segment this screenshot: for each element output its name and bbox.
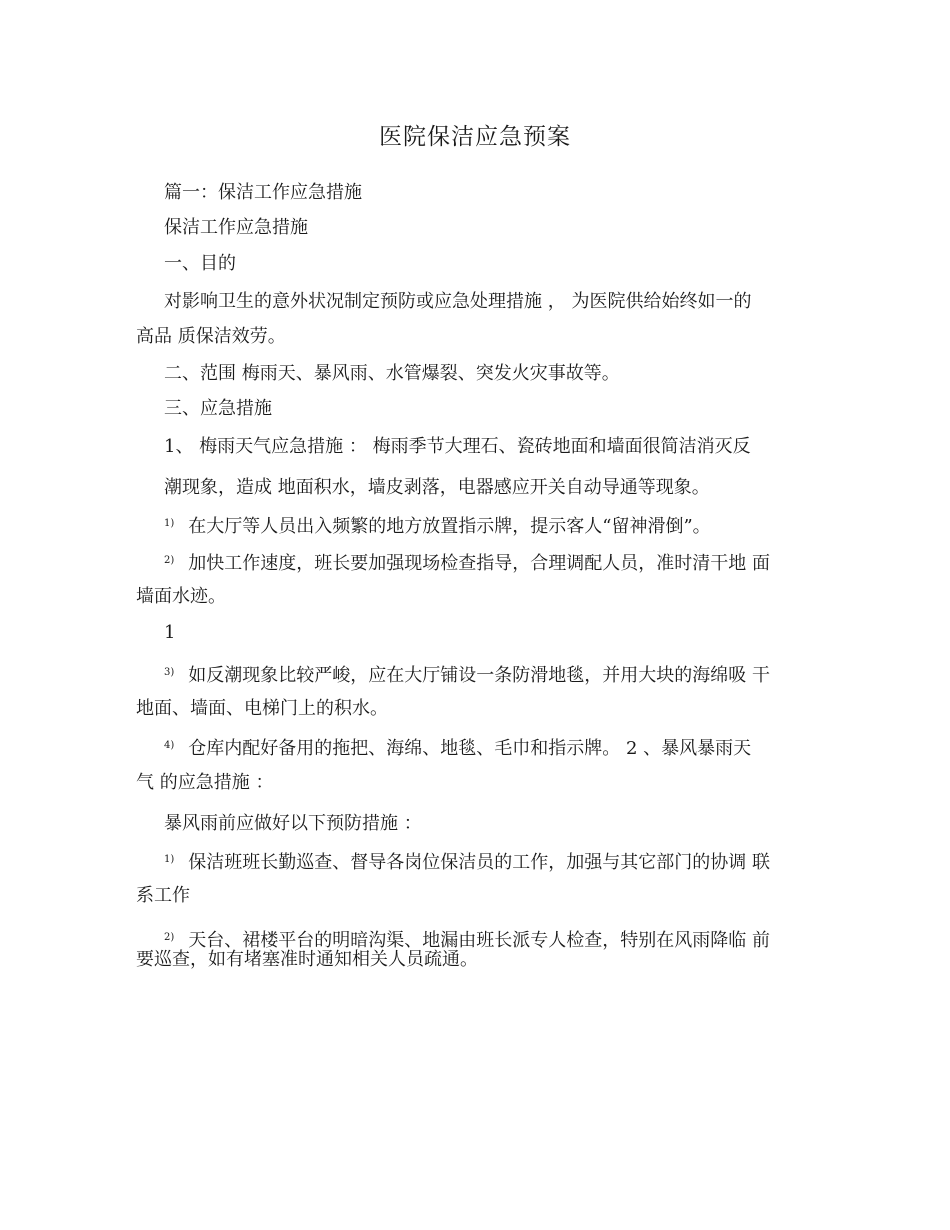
paragraph-line: 墙面水迹。 (136, 586, 226, 607)
list-item-text: 在大厅等人员出入频繁的地方放置指示牌，提示客人“留神滑倒”。 (188, 516, 711, 537)
paragraph-line: 高品 质保洁效劳。 (136, 326, 286, 347)
section-heading: 篇一：保洁工作应急措施 (164, 182, 362, 203)
list-item (164, 662, 770, 687)
list-item (164, 849, 770, 874)
heading-measures: 三、应急措施 (164, 398, 272, 419)
list-item (164, 513, 711, 538)
paragraph-line: 对影响卫生的意外状况制定预防或应急处理措施 ， 为医院供给始终如一的 (164, 291, 752, 312)
list-marker: 1) (164, 518, 175, 529)
list-item-text: 如反潮现象比较严峻，应在大厅铺设一条防滑地毯，并用大块的海绵吸 干 (188, 665, 770, 686)
list-item-text: 保洁班班长勤巡查、督导各岗位保洁员的工作，加强与其它部门的协调 联 (188, 852, 770, 873)
paragraph-line: 系工作 (136, 885, 190, 906)
heading-scope: 二、范围 梅雨天、暴风雨、水管爆裂、突发火灾事故等。 (164, 363, 620, 384)
list-marker: 2) (164, 932, 175, 943)
list-item-text: 加快工作速度，班长要加强现场检查指导，合理调配人员，准时清干地 面 (188, 553, 770, 574)
list-item (164, 735, 751, 760)
document-title: 医院保洁应急预案 (379, 124, 571, 150)
list-marker: 1) (164, 854, 175, 865)
list-item-text: 天台、裙楼平台的明暗沟渠、地漏由班长派专人检查，特别在风雨降临 前 (188, 930, 770, 951)
paragraph-line: 要巡查，如有堵塞准时通知相关人员疏通。 (136, 949, 478, 970)
subheading: 保洁工作应急措施 (164, 217, 308, 238)
list-marker: 4) (164, 740, 175, 751)
list-marker: 2) (164, 555, 175, 566)
heading-purpose: 一、目的 (164, 253, 236, 274)
paragraph-line: 暴风雨前应做好以下预防措施 ： (164, 813, 422, 834)
page-number: 1 (164, 622, 176, 643)
paragraph-line: 气 的应急措施 ： (136, 772, 274, 793)
list-marker: 3) (164, 667, 175, 678)
paragraph-line: 1、 梅雨天气应急措施 ： 梅雨季节大理石、瓷砖地面和墙面很简洁消灭反 (164, 436, 751, 457)
list-item (164, 550, 770, 575)
list-item-text: 仓库内配好备用的拖把、海绵、地毯、毛巾和指示牌。 2 、暴风暴雨天 (188, 738, 752, 759)
paragraph-line: 地面、墙面、电梯门上的积水。 (136, 698, 388, 719)
paragraph-line: 潮现象，造成 地面积水，墙皮剥落，电器感应开关自动导通等现象。 (164, 477, 710, 498)
